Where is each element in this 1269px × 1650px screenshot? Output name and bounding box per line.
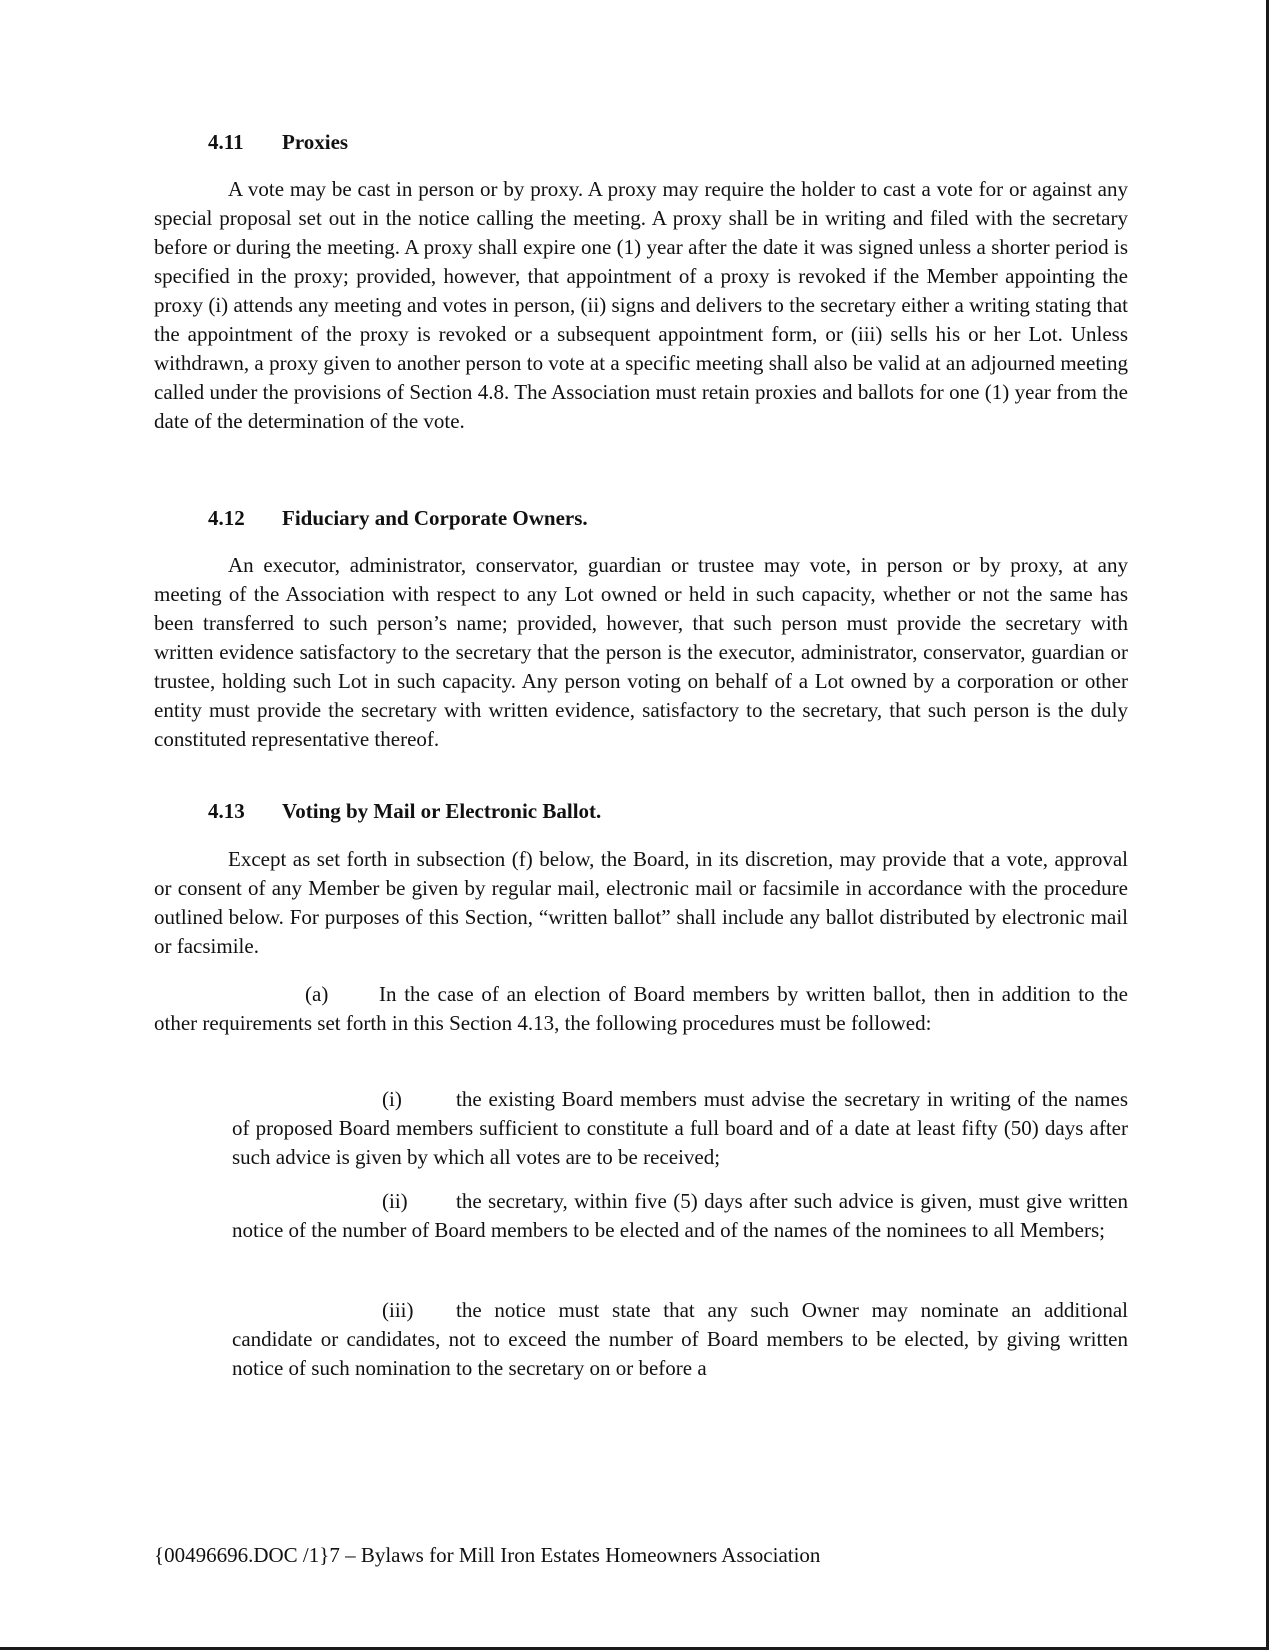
section-body-4-11: A vote may be cast in person or by proxy. A proxy may require the holder to cast a vote for or against any special proposal set out in the notice calling the meeting. A proxy shall be in writing and filed with the secretary before or during the meeting. A proxy shall expire one (1) year after the date it was signed unless a shorter period is specified in the proxy; provided, however, that appointment of a proxy is revoked if the Member appointing the proxy (i) attends any meeting and votes in person, (ii) signs and delivers to the secretary either a writing stating that the appointment of the proxy is revoked or a subsequent appointment form, or (iii) sells his or her Lot. Unless withdrawn, a proxy given to another person to vote at a specific meeting shall also be valid at an adjourned meeting called under the provisions of Section 4.8. The Association must retain proxies and ballots for one (1) year from the date of the determination of the vote. (154, 177, 1128, 433)
list-item-text: the existing Board members must advise the secretary in writing of the names of proposed Board members sufficient to constitute a full board and of a date at least fifty (50) days after such advice is given by which all votes are to be received; (232, 1087, 1128, 1169)
section-heading-4-12 (208, 504, 588, 532)
section-heading-4-13 (208, 797, 601, 825)
list-item-text: the secretary, within five (5) days after such advice is given, must give written notice of the number of Board members to be elected and of the names of the nominees to all Members; (232, 1189, 1128, 1242)
page-footer: {00496696.DOC /1}7 – Bylaws for Mill Iron Estates Homeowners Association (154, 1543, 821, 1567)
section-heading-4-11 (208, 128, 348, 156)
section-number: 4.13 (208, 799, 245, 823)
section-number: 4.11 (208, 130, 244, 154)
section-body-4-12: An executor, administrator, conservator, guardian or trustee may vote, in person or by proxy, at any meeting of the Association with respect to any Lot owned or held in such capacity, whether or not the same has been transferred to such person’s name; provided, however, that such person must provide the secretary with written evidence satisfactory to the secretary that the person is the executor, administrator, conservator, guardian or trustee, holding such Lot in such capacity. Any person voting on behalf of a Lot owned by a corporation or other entity must provide the secretary with written evidence, satisfactory to the secretary, that such person is the duly constituted representative thereof. (154, 553, 1128, 751)
list-item-marker: (ii) (382, 1189, 408, 1213)
list-item-marker: (iii) (382, 1298, 414, 1322)
subsection-marker: (a) (305, 982, 329, 1006)
section-number: 4.12 (208, 506, 245, 530)
list-item-i (232, 1085, 1128, 1172)
list-item-text: the notice must state that any such Owner may nominate an additional candidate or candidates, not to exceed the number of Board members to be elected, by giving written notice of such nomination to the secretary on or before a (232, 1298, 1128, 1380)
list-item-ii (232, 1187, 1128, 1245)
subsection-a (154, 980, 1128, 1038)
section-title: Proxies (282, 130, 349, 154)
list-item-marker: (i) (382, 1087, 402, 1111)
section-body-4-13: Except as set forth in subsection (f) below, the Board, in its discretion, may provide that a vote, approval or consent of any Member be given by regular mail, electronic mail or facsimile in accordance with the procedure outlined below. For purposes of this Section, “written ballot” shall include any ballot distributed by electronic mail or facsimile. (154, 847, 1128, 958)
section-title: Voting by Mail or Electronic Ballot. (282, 799, 602, 823)
subsection-text: In the case of an election of Board members by written ballot, then in addition to the other requirements set forth in this Section 4.13, the following procedures must be followed: (154, 982, 1128, 1035)
list-item-iii (232, 1296, 1128, 1383)
section-title: Fiduciary and Corporate Owners. (282, 506, 588, 530)
